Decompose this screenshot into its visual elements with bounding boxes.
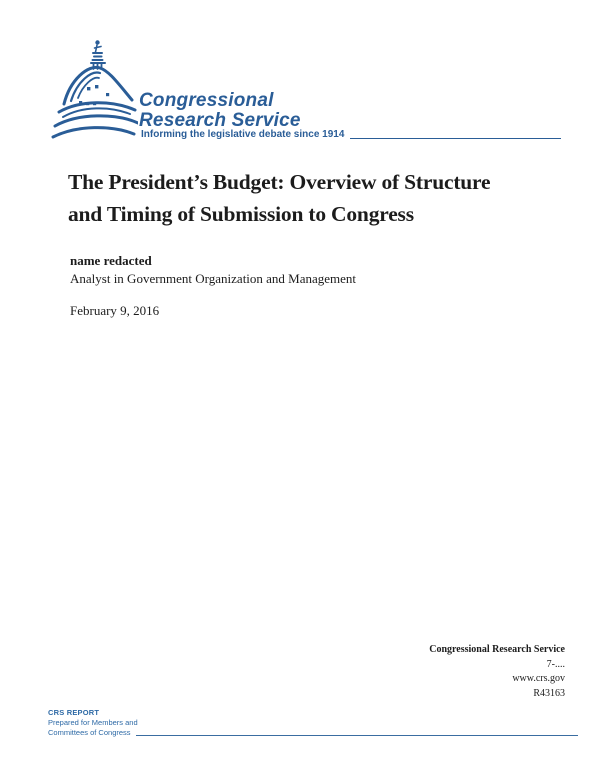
report-title-line2: and Timing of Submission to Congress xyxy=(68,202,414,226)
footer-right-block xyxy=(429,643,565,701)
author-name: name redacted xyxy=(70,253,152,268)
footer-left-line2: Committees of Congress xyxy=(48,728,131,737)
publication-date: February 9, 2016 xyxy=(70,303,160,318)
logo-org-line1: Congressional xyxy=(139,90,274,111)
author-role: Analyst in Government Organization and Management xyxy=(70,271,357,286)
tagline-rule xyxy=(350,138,561,139)
crs-report-label: CRS REPORT xyxy=(48,708,100,717)
footer-rule xyxy=(136,735,578,736)
report-title xyxy=(68,166,490,230)
footer-website: www.crs.gov xyxy=(512,673,565,684)
footer-left-block xyxy=(48,708,578,738)
logo-org-line2: Research Service xyxy=(139,110,301,131)
logo-tagline-row xyxy=(141,128,561,141)
footer-phone: 7-.... xyxy=(546,658,565,670)
footer-left-line1: Prepared for Members and xyxy=(48,718,138,727)
author-block xyxy=(70,252,356,288)
report-title-line1: The President’s Budget: Overview of Structure xyxy=(68,170,491,194)
crs-logo-wordmark xyxy=(139,91,301,131)
footer-org-name: Congressional Research Service xyxy=(429,644,565,655)
capitol-dome-icon xyxy=(50,38,138,142)
footer-report-number: R43163 xyxy=(533,687,565,699)
logo-tagline: Informing the legislative debate since 1914 xyxy=(141,129,345,140)
